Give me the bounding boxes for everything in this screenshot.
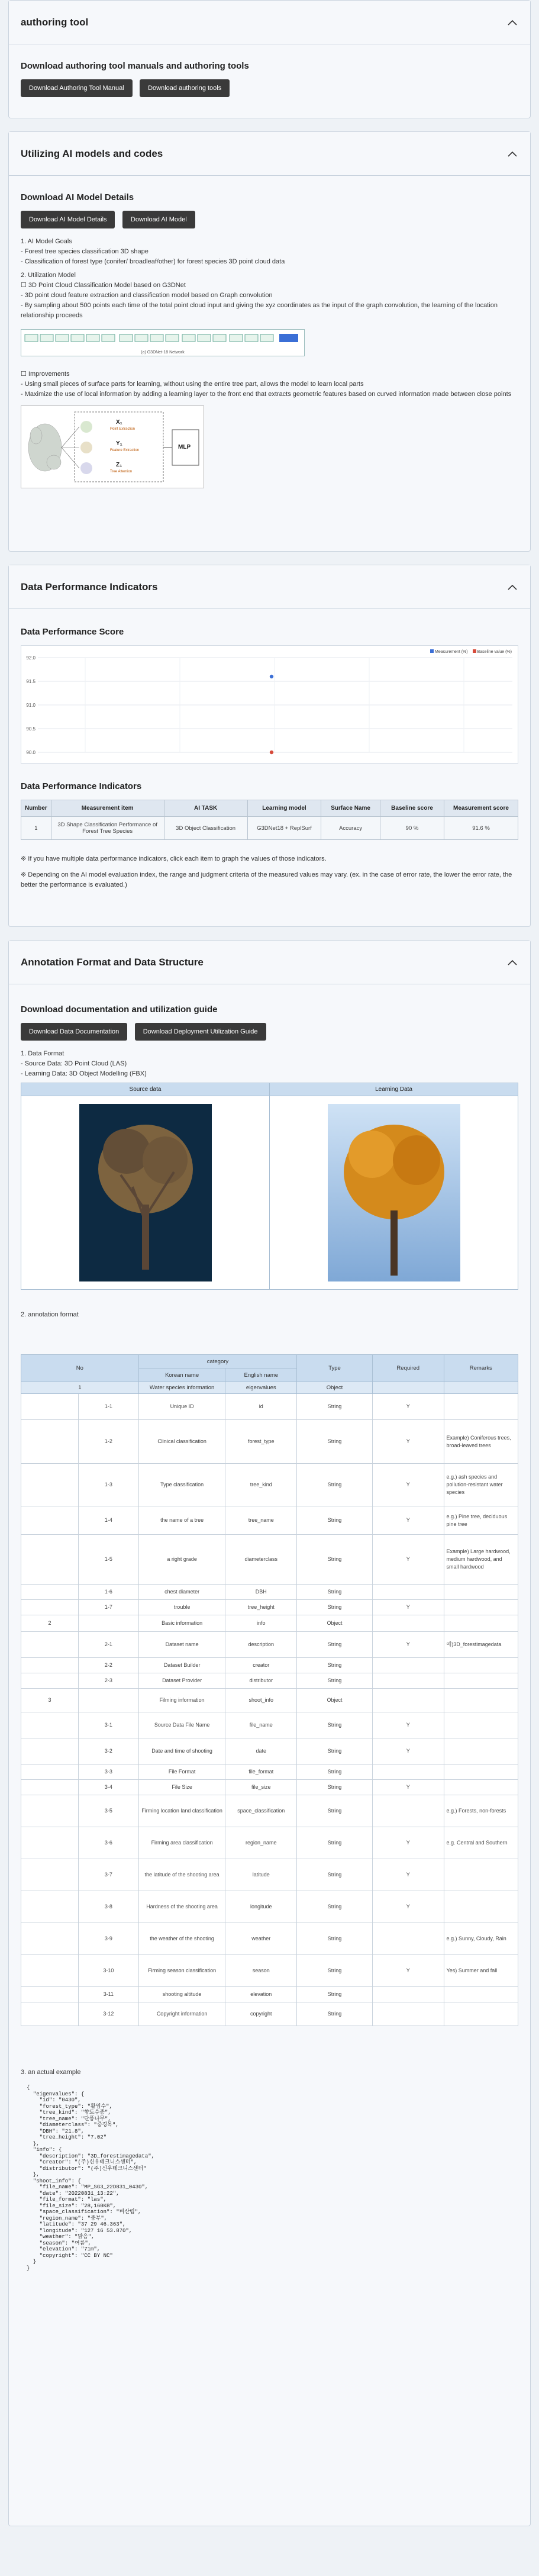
table-cell: forest_type (225, 1420, 297, 1464)
table-cell: Y (372, 1891, 444, 1923)
download-documentation-button[interactable]: Download Data Documentation (21, 1023, 127, 1041)
table-cell: String (297, 1923, 373, 1955)
table-cell (444, 1585, 518, 1600)
table-row (21, 1987, 518, 2002)
table-cell: the latitude of the shooting area (138, 1859, 225, 1891)
table-cell: e.g. Central and Southern (444, 1827, 518, 1859)
table-cell: the weather of the shooting (138, 1923, 225, 1955)
table-cell: String (297, 1658, 373, 1673)
table-cell: Dataset Provider (138, 1673, 225, 1689)
cell: 3D Shape Classification Performance of Forest Tree Species (51, 817, 164, 840)
table-cell (21, 1585, 79, 1600)
note: ※ Depending on the AI model evaluation index, the range and judgment criteria of the measured values may vary. (ex. in the case of error rate, the lower the error rate, the better the performance is evaluated.) (21, 871, 512, 888)
section-title: Annotation Format and Data Structure (21, 956, 204, 968)
util-title: 2. Utilization Model (21, 272, 76, 279)
data-image-table (21, 1083, 518, 1290)
table-cell (21, 1764, 79, 1780)
legend-measurement[interactable]: Measurement (%) (430, 649, 468, 654)
table-cell: 2 (21, 1615, 79, 1632)
table-row (21, 1859, 518, 1891)
table-cell (372, 1673, 444, 1689)
table-cell (444, 1689, 518, 1712)
table-cell: 3-2 (79, 1738, 139, 1764)
table-cell (21, 1535, 79, 1585)
table-cell: 3-12 (79, 2002, 139, 2026)
format-title: 1. Data Format (21, 1050, 64, 1057)
table-cell: 3-3 (79, 1764, 139, 1780)
table-cell (79, 1689, 139, 1712)
annotation-table (21, 1354, 518, 2026)
table-cell: distributor (225, 1673, 297, 1689)
table-cell (444, 1673, 518, 1689)
table-row (21, 1738, 518, 1764)
baseline-point[interactable] (270, 751, 273, 754)
cell: 90 % (380, 817, 444, 840)
g3dnet-figure (21, 329, 305, 356)
table-cell (372, 2002, 444, 2026)
col-korean: Korean name (138, 1368, 225, 1382)
table-cell: Yes) Summer and fall (444, 1955, 518, 1987)
table-cell: String (297, 1891, 373, 1923)
section-heading: Download AI Model Details (21, 192, 134, 202)
cell: 91.6 % (444, 817, 518, 840)
table-cell: Copyright information (138, 2002, 225, 2026)
table-cell: file_format (225, 1764, 297, 1780)
table-cell: elevation (225, 1987, 297, 2002)
table-cell: String (297, 1712, 373, 1738)
table-cell: shoot_info (225, 1689, 297, 1712)
table-cell: id (225, 1394, 297, 1420)
table-row (21, 1420, 518, 1464)
ai-model-header[interactable] (9, 132, 530, 176)
table-cell (21, 1712, 79, 1738)
table-cell (372, 1987, 444, 2002)
top-no: 1 (21, 1382, 139, 1394)
table-cell: 2-1 (79, 1632, 139, 1658)
table-cell: file_size (225, 1780, 297, 1795)
note: ※ If you have multiple data performance indicators, click each item to graph the values of those indicators. (21, 855, 327, 862)
table-cell: DBH (225, 1585, 297, 1600)
col-type: Type (297, 1355, 373, 1382)
table-row (21, 1891, 518, 1923)
table-cell: 1-3 (79, 1464, 139, 1506)
table-cell: Hardness of the shooting area (138, 1891, 225, 1923)
table-cell: weather (225, 1923, 297, 1955)
table-cell: String (297, 1955, 373, 1987)
table-cell: creator (225, 1658, 297, 1673)
table-cell: Y (372, 1535, 444, 1585)
table-cell: File Size (138, 1780, 225, 1795)
table-cell (21, 2002, 79, 2026)
table-cell (21, 1394, 79, 1420)
chevron-up-icon[interactable] (506, 148, 518, 160)
chart-legend (430, 649, 512, 654)
table-cell: e.g.) Pine tree, deciduous pine tree (444, 1506, 518, 1535)
goal-item: - Classification of forest type (conifer/ broadleaf/other) for forest species 3D point cloud data (21, 258, 285, 265)
y-tick-label: 92.0 (26, 655, 35, 661)
table-cell (444, 1891, 518, 1923)
table-cell: Object (297, 1689, 373, 1712)
table-cell: e.g.) Forests, non-forests (444, 1795, 518, 1827)
table-cell: Y (372, 1464, 444, 1506)
section-heading: Download documentation and utilization guide (21, 1004, 218, 1015)
table-cell (372, 1689, 444, 1712)
fig-label: Z₁ (116, 462, 122, 468)
table-row (21, 1632, 518, 1658)
table-cell: latitude (225, 1859, 297, 1891)
table-cell: 3-4 (79, 1780, 139, 1795)
table-cell: Y (372, 1780, 444, 1795)
mlp-label: MLP (178, 444, 191, 450)
table-row (21, 1394, 518, 1420)
util-item: ☐ 3D Point Cloud Classification Model based on G3DNet (21, 282, 186, 289)
annotation-section (8, 940, 531, 2526)
table-cell (21, 1795, 79, 1827)
table-cell: 3-1 (79, 1712, 139, 1738)
col-baseline: Baseline score (380, 800, 444, 817)
table-cell: date (225, 1738, 297, 1764)
format-item: - Source Data: 3D Point Cloud (LAS) (21, 1060, 127, 1067)
cell: 1 (21, 817, 51, 840)
fig-sublabel: Feature Extraction (110, 449, 140, 452)
download-manual-button[interactable]: Download Authoring Tool Manual (21, 79, 133, 97)
table-cell: Y (372, 1712, 444, 1738)
table-cell: String (297, 1535, 373, 1585)
table-cell (21, 1859, 79, 1891)
table-cell: Y (372, 1955, 444, 1987)
example-title: 3. an actual example (21, 2069, 81, 2076)
table-cell: Y (372, 1738, 444, 1764)
col-surface-name: Surface Name (321, 800, 380, 817)
table-cell: info (225, 1615, 297, 1632)
table-cell (372, 1923, 444, 1955)
table-cell: Source Data File Name (138, 1712, 225, 1738)
table-cell (21, 1506, 79, 1535)
table-cell: description (225, 1632, 297, 1658)
measurement-point[interactable] (270, 675, 273, 678)
goal-item: - Forest tree species classification 3D shape (21, 248, 149, 255)
table-cell: 3-8 (79, 1891, 139, 1923)
fig-sublabel: Point Extraction (110, 427, 135, 431)
col-number: Number (21, 800, 51, 817)
table-cell: space_classification (225, 1795, 297, 1827)
table-row (21, 1780, 518, 1795)
y-tick-label: 90.0 (26, 750, 35, 755)
table-cell: 3-10 (79, 1955, 139, 1987)
section-title: Utilizing AI models and codes (21, 147, 163, 159)
section-title: authoring tool (21, 16, 89, 28)
chevron-up-icon[interactable] (506, 957, 518, 968)
table-cell: String (297, 1859, 373, 1891)
table-cell (444, 1780, 518, 1795)
table-cell: Unique ID (138, 1394, 225, 1420)
improvement-item: - Using small pieces of surface parts for learning, without using the entire tree part, allows the model to learn local parts (21, 381, 364, 388)
table-cell: Y (372, 1506, 444, 1535)
download-tools-button[interactable]: Download authoring tools (140, 79, 230, 97)
table-cell: 예)3D_forestimagedata (444, 1632, 518, 1658)
table-row (21, 1506, 518, 1535)
table-cell: file_name (225, 1712, 297, 1738)
table-cell: String (297, 1827, 373, 1859)
table-cell (372, 1615, 444, 1632)
col-learning-model: Learning model (247, 800, 321, 817)
top-english: eigenvalues (225, 1382, 297, 1394)
table-cell (79, 1615, 139, 1632)
table-cell (444, 1394, 518, 1420)
table-cell: trouble (138, 1600, 225, 1615)
tree-model-image (328, 1104, 460, 1281)
annotation-header[interactable] (9, 941, 530, 984)
y-tick-label: 91.5 (26, 679, 35, 684)
table-cell (21, 1673, 79, 1689)
table-cell: copyright (225, 2002, 297, 2026)
table-cell (444, 1859, 518, 1891)
col-no: No (21, 1355, 139, 1382)
table-row (21, 1464, 518, 1506)
performance-header[interactable] (9, 565, 530, 609)
table-cell: 3 (21, 1689, 79, 1712)
table-cell: Y (372, 1859, 444, 1891)
table-cell (444, 1712, 518, 1738)
table-row (21, 1673, 518, 1689)
performance-table (21, 800, 518, 840)
table-cell: String (297, 1673, 373, 1689)
table-cell: 1-5 (79, 1535, 139, 1585)
table-cell: String (297, 2002, 373, 2026)
table-cell: Y (372, 1420, 444, 1464)
table-row (21, 1827, 518, 1859)
y-tick-label: 90.5 (26, 726, 35, 732)
table-cell: Y (372, 1394, 444, 1420)
table-cell: String (297, 1764, 373, 1780)
y-tick-label: 91.0 (26, 703, 35, 708)
table-cell (21, 1738, 79, 1764)
table-cell: String (297, 1420, 373, 1464)
table-cell (372, 1764, 444, 1780)
table-cell: e.g.) Sunny, Cloudy, Rain (444, 1923, 518, 1955)
table-row (21, 2002, 518, 2026)
table-cell: 1-7 (79, 1600, 139, 1615)
learning-data-header: Learning Data (270, 1083, 518, 1096)
download-guide-button[interactable]: Download Deployment Utilization Guide (135, 1023, 266, 1041)
table-cell: String (297, 1738, 373, 1764)
source-data-header: Source data (21, 1083, 269, 1096)
cell: G3DNet18 + ReplSurf (247, 817, 321, 840)
table-header-row (21, 800, 518, 817)
table-cell: 3-5 (79, 1795, 139, 1827)
table-cell (21, 1464, 79, 1506)
table-cell (21, 1891, 79, 1923)
table-row[interactable] (21, 817, 518, 840)
col-category: category (138, 1355, 296, 1368)
chart-svg (21, 646, 517, 763)
table-cell: Firming season classification (138, 1955, 225, 1987)
table-cell: String (297, 1795, 373, 1827)
cell: 3D Object Classification (164, 817, 247, 840)
authoring-tool-section (8, 0, 531, 118)
table-row (21, 1658, 518, 1673)
table-cell: 3-11 (79, 1987, 139, 2002)
table-cell (444, 2002, 518, 2026)
table-cell: Date and time of shooting (138, 1738, 225, 1764)
table-cell: Firming location land classification (138, 1795, 225, 1827)
table-cell: File Format (138, 1764, 225, 1780)
table-cell (21, 1923, 79, 1955)
table-cell: 3-7 (79, 1859, 139, 1891)
example-code: { "eigenvalues": { "id": "0430", "forest_type": "활엽수", "tree_kind": "향토수종", "tree_name": "단풍나무", "diameterclass": "중경목", "DBH": "21.8", "tree_height": "7.02" }, "info": { "description": "3D_forestimagedata", "creator": "(주)신우테크니스센터", "distributor": "(주)신우테크니스센터" }, "shoot_info": { "file_name": "MP_SG3_22D831_0430", "date": "20220831_13:22", "file_format": "las", "file_size": "28,160KB", "space_classification": "비산림", "region_name": "중부", "latitude": "37 29 46.363", "longitude": "127 16 53.870", "weather": "맑음", "season": "여름", "elevation": "71m", "copyright": "CC BY NC" } } (27, 2085, 155, 2271)
table-cell (21, 1955, 79, 1987)
ai-model-section (8, 131, 531, 552)
table-cell: 1-1 (79, 1394, 139, 1420)
col-measurement-item: Measurement item (51, 800, 164, 817)
table-row (21, 1955, 518, 1987)
format-item: - Learning Data: 3D Object Modelling (FBX) (21, 1070, 147, 1077)
performance-section (8, 565, 531, 927)
table-cell: tree_name (225, 1506, 297, 1535)
table-cell: Example) Large hardwood, medium hardwood, and small hardwood (444, 1535, 518, 1585)
col-english: English name (225, 1368, 297, 1382)
table-cell (372, 1658, 444, 1673)
table-cell: season (225, 1955, 297, 1987)
table-cell (444, 1600, 518, 1615)
annotation-title: 2. annotation format (21, 1311, 79, 1318)
score-title: Data Performance Score (21, 627, 124, 637)
fig-label: X₁ (116, 419, 122, 426)
table-cell (372, 1795, 444, 1827)
table-cell (21, 1780, 79, 1795)
table-cell (372, 1585, 444, 1600)
chevron-up-icon[interactable] (506, 581, 518, 593)
col-measurement: Measurement score (444, 800, 518, 817)
table-cell: 1-4 (79, 1506, 139, 1535)
table-cell: Y (372, 1600, 444, 1615)
section-title: Data Performance Indicators (21, 581, 158, 593)
col-ai-task: AI TASK (164, 800, 247, 817)
table-cell: 2-2 (79, 1658, 139, 1673)
download-ai-model-button[interactable]: Download AI Model (122, 211, 195, 228)
authoring-tool-header[interactable] (9, 1, 530, 44)
improvement-item: - Maximize the use of local information by adding a learning layer to the front end that extracts geometric features based on curved information made between close points (21, 391, 512, 398)
util-item: - 3D point cloud feature extraction and classification model based on Graph convolution (21, 292, 273, 299)
table-cell: Firming area classification (138, 1827, 225, 1859)
table-cell: 3-9 (79, 1923, 139, 1955)
table-row (21, 1689, 518, 1712)
table-cell (21, 1632, 79, 1658)
table-cell: Y (372, 1827, 444, 1859)
top-type: Object (297, 1382, 373, 1394)
table-row (21, 1923, 518, 1955)
figure-caption: (a) G3DNet-18 Network (141, 350, 185, 355)
table-cell: a right grade (138, 1535, 225, 1585)
table-cell: Basic information (138, 1615, 225, 1632)
table-cell (444, 1738, 518, 1764)
table-cell (444, 1615, 518, 1632)
table-cell: chest diameter (138, 1585, 225, 1600)
table-cell: shooting altitude (138, 1987, 225, 2002)
table-cell: e.g.) ash species and pollution-resistant water species (444, 1464, 518, 1506)
table-cell: tree_kind (225, 1464, 297, 1506)
table-cell (21, 1658, 79, 1673)
table-row (21, 1712, 518, 1738)
table-cell: String (297, 1600, 373, 1615)
table-cell: String (297, 1780, 373, 1795)
point-cloud-image (79, 1104, 212, 1281)
indicator-title: Data Performance Indicators (21, 781, 142, 791)
col-required: Required (372, 1355, 444, 1382)
top-korean: Water species information (138, 1382, 225, 1394)
download-ai-details-button[interactable]: Download AI Model Details (21, 211, 115, 228)
fig-label: Y₁ (116, 440, 122, 447)
util-item: - By sampling about 500 points each time of the total point cloud input and giving the xyz coordinates as the input of the graph convolution, the learning of the location relationship proceeds (21, 302, 498, 319)
table-cell: 2-3 (79, 1673, 139, 1689)
table-cell (444, 1658, 518, 1673)
table-cell (21, 1987, 79, 2002)
fig-sublabel: Tree Attention (110, 470, 133, 474)
table-cell: Type classification (138, 1464, 225, 1506)
table-cell: tree_height (225, 1600, 297, 1615)
table-cell: String (297, 1987, 373, 2002)
table-row (21, 1615, 518, 1632)
goals-title: 1. AI Model Goals (21, 238, 72, 245)
table-cell (21, 1600, 79, 1615)
table-cell: Object (297, 1615, 373, 1632)
table-cell: 3-6 (79, 1827, 139, 1859)
table-cell: Example) Coniferous trees, broad-leaved trees (444, 1420, 518, 1464)
table-cell: String (297, 1585, 373, 1600)
table-cell: region_name (225, 1827, 297, 1859)
table-cell (444, 1764, 518, 1780)
table-cell: 1-2 (79, 1420, 139, 1464)
table-cell: Y (372, 1632, 444, 1658)
table-cell: Clinical classification (138, 1420, 225, 1464)
table-cell (21, 1827, 79, 1859)
network-diagram (21, 330, 304, 347)
table-cell: 1-6 (79, 1585, 139, 1600)
table-cell: the name of a tree (138, 1506, 225, 1535)
top-required (372, 1382, 444, 1394)
table-row (21, 1600, 518, 1615)
table-cell: longitude (225, 1891, 297, 1923)
improvement-figure (21, 405, 204, 488)
table-row (21, 1585, 518, 1600)
col-remarks: Remarks (444, 1355, 518, 1382)
table-row (21, 1764, 518, 1780)
improvements-title: ☐ Improvements (21, 371, 70, 378)
score-chart (21, 645, 518, 764)
chevron-up-icon[interactable] (506, 17, 518, 28)
table-cell: diameterclass (225, 1535, 297, 1585)
top-remarks (444, 1382, 518, 1394)
table-row (21, 1795, 518, 1827)
table-cell (444, 1987, 518, 2002)
legend-baseline[interactable]: Baseline value (%) (473, 649, 512, 654)
table-cell: String (297, 1464, 373, 1506)
table-cell: String (297, 1394, 373, 1420)
table-cell (21, 1420, 79, 1464)
table-cell: Dataset Builder (138, 1658, 225, 1673)
table-row (21, 1535, 518, 1585)
table-cell: String (297, 1632, 373, 1658)
table-cell: String (297, 1506, 373, 1535)
table-cell: Dataset name (138, 1632, 225, 1658)
cell: Accuracy (321, 817, 380, 840)
section-heading: Download authoring tool manuals and authoring tools (21, 61, 249, 71)
table-cell: Filming information (138, 1689, 225, 1712)
